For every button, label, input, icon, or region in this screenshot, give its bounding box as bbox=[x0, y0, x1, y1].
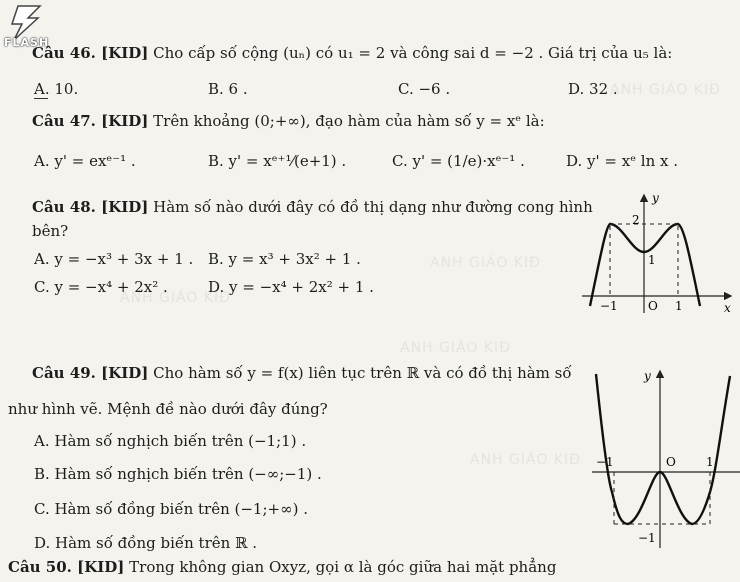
option-a[interactable]: A. Hàm số nghịch biến trên (−1;1) . bbox=[34, 432, 307, 450]
axis-label-x: x bbox=[724, 301, 731, 315]
question-47 bbox=[32, 112, 545, 130]
origin-label: O bbox=[648, 299, 658, 313]
option-d[interactable]: D. y' = xᵉ ln x . bbox=[566, 152, 678, 170]
tick-label: −1 bbox=[600, 299, 618, 313]
tick-label: −1 bbox=[638, 531, 656, 545]
graph-q48 bbox=[572, 188, 740, 318]
graph-q49 bbox=[588, 362, 740, 550]
question-text: Cho cấp số cộng (uₙ) có u₁ = 2 và công sai d = −2 . Giá trị của u₅ là: bbox=[153, 44, 673, 62]
question-text: Trong không gian Oxyz, gọi α là góc giữa hai mặt phẳng bbox=[129, 558, 557, 576]
question-text-cont: bên? bbox=[32, 222, 69, 240]
tick-label: 2 bbox=[632, 213, 640, 227]
logo-text: FLASH bbox=[4, 36, 50, 49]
question-label: Câu 49. [KID] bbox=[32, 364, 149, 382]
option-d[interactable]: D. 32 . bbox=[568, 80, 618, 98]
question-label: Câu 50. [KID] bbox=[8, 558, 125, 576]
watermark: ANH GIÁO KIĐ bbox=[610, 82, 721, 98]
question-50 bbox=[8, 558, 556, 576]
option-c[interactable]: C. −6 . bbox=[398, 80, 451, 98]
question-text: Hàm số nào dưới đây có đồ thị dạng như đường cong hình bbox=[153, 198, 593, 216]
tick-label: 1 bbox=[706, 455, 714, 469]
watermark: ANH GIÁO KIĐ bbox=[470, 452, 581, 468]
tick-label: −1 bbox=[596, 455, 614, 469]
question-text-cont: như hình vẽ. Mệnh đề nào dưới đây đúng? bbox=[8, 400, 328, 418]
question-46 bbox=[32, 44, 672, 62]
option-c[interactable]: C. Hàm số đồng biến trên (−1;+∞) . bbox=[34, 500, 308, 518]
question-49 bbox=[32, 364, 572, 382]
watermark: ANH GIÁO KIĐ bbox=[400, 340, 511, 356]
tick-label: 1 bbox=[675, 299, 683, 313]
option-b[interactable]: B. y' = xᵉ⁺¹⁄(e+1) . bbox=[208, 152, 347, 170]
question-label: Câu 46. [KID] bbox=[32, 44, 149, 62]
option-a[interactable]: A. y = −x³ + 3x + 1 . bbox=[34, 250, 194, 268]
option-b[interactable]: B. Hàm số nghịch biến trên (−∞;−1) . bbox=[34, 465, 322, 483]
option-c[interactable]: C. y = −x⁴ + 2x² . bbox=[34, 278, 168, 296]
option-b[interactable]: B. y = x³ + 3x² + 1 . bbox=[208, 250, 361, 268]
option-a[interactable]: A. 10. bbox=[34, 80, 79, 98]
question-text: Trên khoảng (0;+∞), đạo hàm của hàm số y = xᵉ là: bbox=[153, 112, 545, 130]
question-label: Câu 48. [KID] bbox=[32, 198, 149, 216]
curve bbox=[596, 374, 730, 524]
option-d[interactable]: D. y = −x⁴ + 2x² + 1 . bbox=[208, 278, 374, 296]
tick-label: 1 bbox=[648, 253, 656, 267]
option-a[interactable]: A. y' = exᵉ⁻¹ . bbox=[34, 152, 136, 170]
question-label: Câu 47. [KID] bbox=[32, 112, 149, 130]
option-c[interactable]: C. y' = (1/e)·xᵉ⁻¹ . bbox=[392, 152, 525, 170]
question-48 bbox=[32, 198, 593, 216]
axis-label-y: y bbox=[652, 191, 659, 205]
question-text: Cho hàm số y = f(x) liên tục trên ℝ và có đồ thị hàm số bbox=[153, 364, 572, 382]
watermark: ANH GIÁO KIĐ bbox=[430, 255, 541, 271]
curve bbox=[590, 224, 700, 306]
answer-underline bbox=[34, 98, 48, 99]
axis-label-y: y bbox=[644, 369, 651, 383]
option-d[interactable]: D. Hàm số đồng biến trên ℝ . bbox=[34, 534, 258, 552]
origin-label: O bbox=[666, 455, 676, 469]
watermark: ANH GIÁO KIĐ bbox=[120, 290, 231, 306]
option-b[interactable]: B. 6 . bbox=[208, 80, 248, 98]
